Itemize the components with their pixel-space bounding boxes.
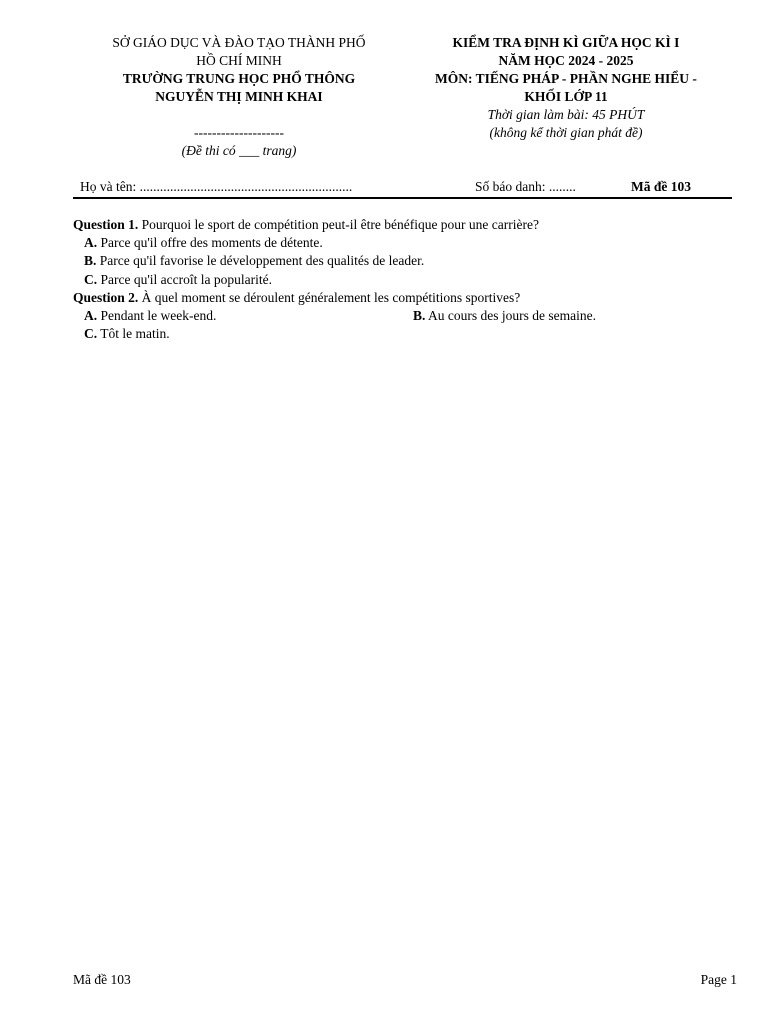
candidate-number-field: Số báo danh: ........ [475,179,576,194]
option-letter: A. [84,308,98,324]
department-line-1: SỞ GIÁO DỤC VÀ ĐÀO TẠO THÀNH PHỐ [112,35,366,50]
question-1-option-c [73,271,733,289]
page-count-note: (Đề thi có ___ trang) [181,143,297,158]
student-name-field: Họ và tên: ............................................................... [80,179,353,194]
exam-code: Mã đề 103 [631,179,691,194]
option-text: Parce qu'il accroît la popularité. [97,271,272,287]
question-2 [73,289,733,307]
questions-section [73,216,733,343]
subject-line-2: KHỐI LỚP 11 [524,89,608,104]
question-1 [73,216,733,234]
option-letter: C. [84,326,98,342]
option-text: Au cours des jours de semaine. [425,308,596,324]
question-2-option-c [73,325,733,343]
option-text: Tôt le matin. [97,326,170,342]
question-1-option-b [73,252,733,270]
student-info-row [80,179,700,197]
option-text: Pendant le week-end. [97,308,217,324]
option-letter: B. [413,308,426,324]
header-left [80,34,398,160]
question-2-option-b [413,307,596,325]
question-1-text: Pourquoi le sport de compétition peut-il être bénéfique pour une carrière? [138,217,539,232]
footer-exam-code: Mã đề 103 [73,972,131,987]
header-divider [73,197,732,199]
footer-page-number: Page 1 [700,972,737,987]
subject-line-1: MÔN: TIẾNG PHÁP - PHẦN NGHE HIỂU - [435,71,697,86]
option-text: Parce qu'il offre des moments de détente. [97,235,323,251]
exam-duration-note: (không kể thời gian phát đề) [489,125,643,140]
exam-title-line-2: NĂM HỌC 2024 - 2025 [498,53,634,68]
header-separator-dashes: -------------------- [194,125,284,140]
question-2-options-row [73,307,733,325]
school-name-line-2: NGUYỄN THỊ MINH KHAI [155,89,323,104]
exam-duration: Thời gian làm bài: 45 PHÚT [487,107,645,122]
department-line-2: HỒ CHÍ MINH [196,53,282,68]
question-2-text: À quel moment se déroulent généralement les compétitions sportives? [138,289,521,305]
option-letter: B. [84,253,97,269]
header-right [410,34,722,142]
option-letter: C. [84,271,98,287]
question-1-option-a [73,234,733,252]
school-name-line-1: TRƯỜNG TRUNG HỌC PHỔ THÔNG [122,71,356,86]
question-1-label: Question 1. [73,217,139,232]
question-2-option-a [84,307,216,325]
option-text: Parce qu'il favorise le développement des qualités de leader. [96,253,425,269]
exam-title-line-1: KIỂM TRA ĐỊNH KÌ GIỮA HỌC KÌ I [452,35,680,50]
question-2-label: Question 2. [73,289,139,305]
option-letter: A. [84,235,98,251]
